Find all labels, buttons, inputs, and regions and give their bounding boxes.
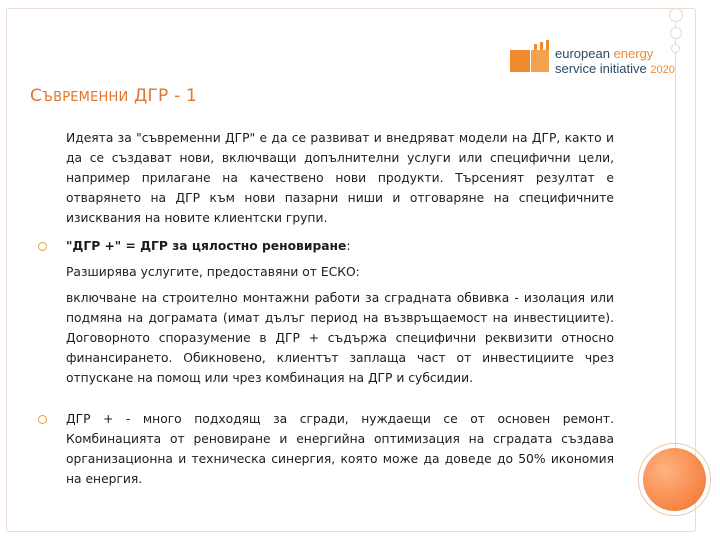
bullet-body: включване на строително монтажни работи за сградната обвивка - изолация или подмяна на дограмата (имат дълъг период на възвръщаемост на инвестициите). Договорното споразумение в ДГР + съдържа специфични реквизити относно финансирането. Обикновено, клиентът заплаща част от инвестициите чрез отпускане на помощ или чрез комбинация на ДГР и субсидии. bbox=[66, 291, 614, 385]
bullet-subheading: Разширява услугите, предоставяни от ЕСКО: bbox=[66, 265, 360, 279]
bullet-heading: "ДГР +" = ДГР за цялостно реновиране: bbox=[66, 239, 351, 253]
logo-word: european bbox=[555, 46, 614, 61]
bullet-icon bbox=[38, 415, 47, 424]
eesi-logo bbox=[510, 44, 682, 78]
logo-year: 2020 bbox=[650, 64, 675, 76]
logo-word: service initiative bbox=[555, 61, 651, 76]
eesi-logo-text bbox=[555, 46, 675, 78]
bullet-icon bbox=[38, 242, 47, 251]
eesi-logo-mark bbox=[510, 48, 550, 74]
timeline-circle bbox=[670, 27, 682, 39]
timeline-circle bbox=[669, 8, 683, 22]
intro-paragraph: Идеята за "съвременни ДГР" е да се развиват и внедряват модели на ДГР, както и да се създават нови, включващи допълнителни услуги или специфични цели, например прилагане на качествено нови продукти. Търсеният резултат е отварянето на ДГР към нови пазарни ниши и отговаряне на специфичните изисквания на новите клиентски групи. bbox=[66, 131, 614, 225]
slide-title: СЪВРЕМЕННИ ДГР - 1 bbox=[30, 86, 198, 106]
bullet-body: ДГР + - много подходящ за сгради, нуждаещи се от основен ремонт. Комбинацията от реновиране и енергийна оптимизация на сградата създава организационна и техническа синергия, която може да доведе до 50% икономия на енергия. bbox=[66, 412, 614, 486]
logo-word-highlight: energy bbox=[613, 46, 654, 61]
decor-orange-circle bbox=[643, 448, 706, 511]
